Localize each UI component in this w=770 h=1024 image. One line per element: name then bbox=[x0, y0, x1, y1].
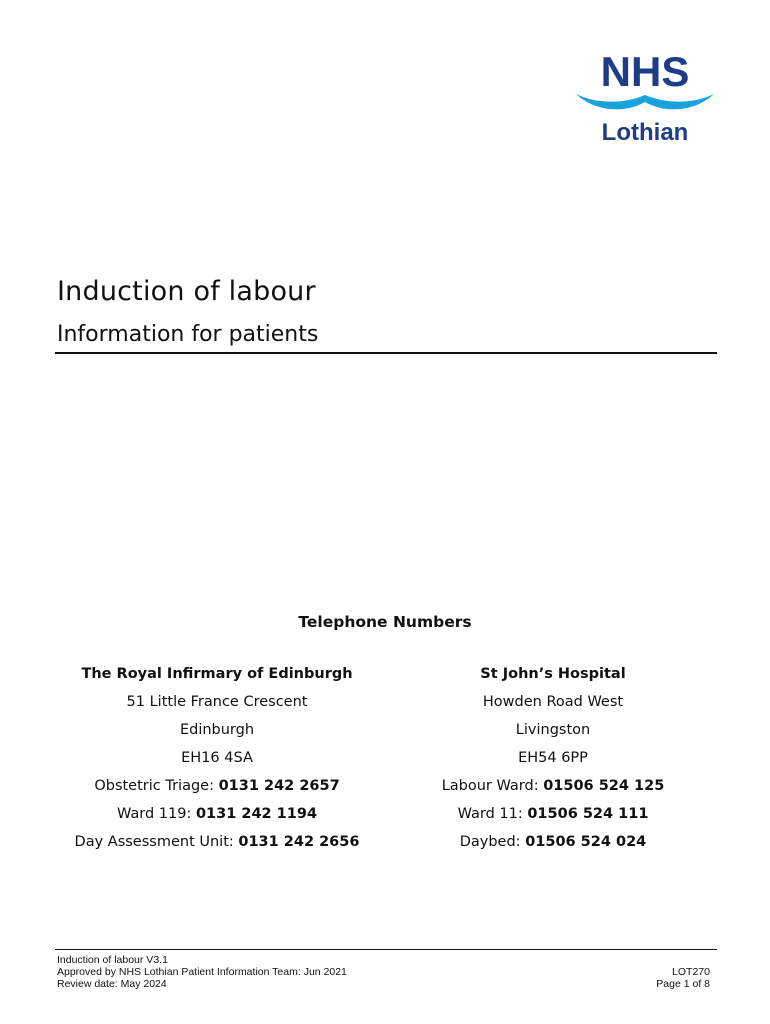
document-title: Induction of labour bbox=[57, 276, 316, 307]
address-line: 51 Little France Crescent bbox=[126, 694, 308, 710]
phone-entry bbox=[388, 832, 718, 860]
phone-number: 01506 524 125 bbox=[543, 778, 665, 794]
title-divider bbox=[55, 352, 717, 354]
address-line: Edinburgh bbox=[179, 722, 255, 738]
footer-review-date: Review date: May 2024 bbox=[57, 978, 167, 990]
logo-lothian-text: Lothian bbox=[601, 119, 689, 146]
hospital-column-rie bbox=[52, 664, 382, 860]
footer-page-info bbox=[656, 966, 710, 990]
nhs-lothian-logo bbox=[570, 48, 720, 148]
phone-number: 01506 524 024 bbox=[525, 834, 647, 850]
document-subtitle: Information for patients bbox=[57, 322, 319, 347]
phone-label: Ward 11: bbox=[457, 806, 528, 822]
phone-number: 0131 242 2657 bbox=[218, 778, 340, 794]
phone-entry bbox=[52, 776, 382, 804]
phone-entry bbox=[388, 776, 718, 804]
footer-approved: Approved by NHS Lothian Patient Information Team: Jun 2021 bbox=[57, 966, 347, 978]
postcode: EH54 6PP bbox=[518, 750, 588, 766]
phone-label: Obstetric Triage: bbox=[94, 778, 219, 794]
phone-number: 01506 524 111 bbox=[527, 806, 649, 822]
phone-entry bbox=[52, 804, 382, 832]
postcode: EH16 4SA bbox=[181, 750, 253, 766]
hospital-column-st-johns bbox=[388, 664, 718, 860]
phone-label: Labour Ward: bbox=[441, 778, 544, 794]
phone-label: Daybed: bbox=[459, 834, 526, 850]
phone-entry bbox=[52, 832, 382, 860]
logo-wave-icon bbox=[576, 94, 714, 109]
phone-label: Day Assessment Unit: bbox=[74, 834, 239, 850]
telephone-heading: Telephone Numbers bbox=[298, 613, 472, 631]
footer-page-number: Page 1 of 8 bbox=[656, 978, 710, 990]
address-line: Howden Road West bbox=[482, 694, 624, 710]
phone-label: Ward 119: bbox=[116, 806, 196, 822]
footer-info bbox=[57, 954, 347, 990]
logo-nhs-text: NHS bbox=[600, 48, 690, 95]
phone-entry bbox=[388, 804, 718, 832]
hospital-name: The Royal Infirmary of Edinburgh bbox=[81, 666, 353, 682]
hospital-name: St John’s Hospital bbox=[480, 666, 626, 682]
address-line: Livingston bbox=[515, 722, 591, 738]
footer-divider bbox=[55, 949, 717, 950]
footer-code: LOT270 bbox=[672, 966, 710, 978]
phone-number: 0131 242 1194 bbox=[195, 806, 318, 822]
phone-number: 0131 242 2656 bbox=[238, 834, 360, 850]
footer-version: Induction of labour V3.1 bbox=[57, 954, 168, 966]
